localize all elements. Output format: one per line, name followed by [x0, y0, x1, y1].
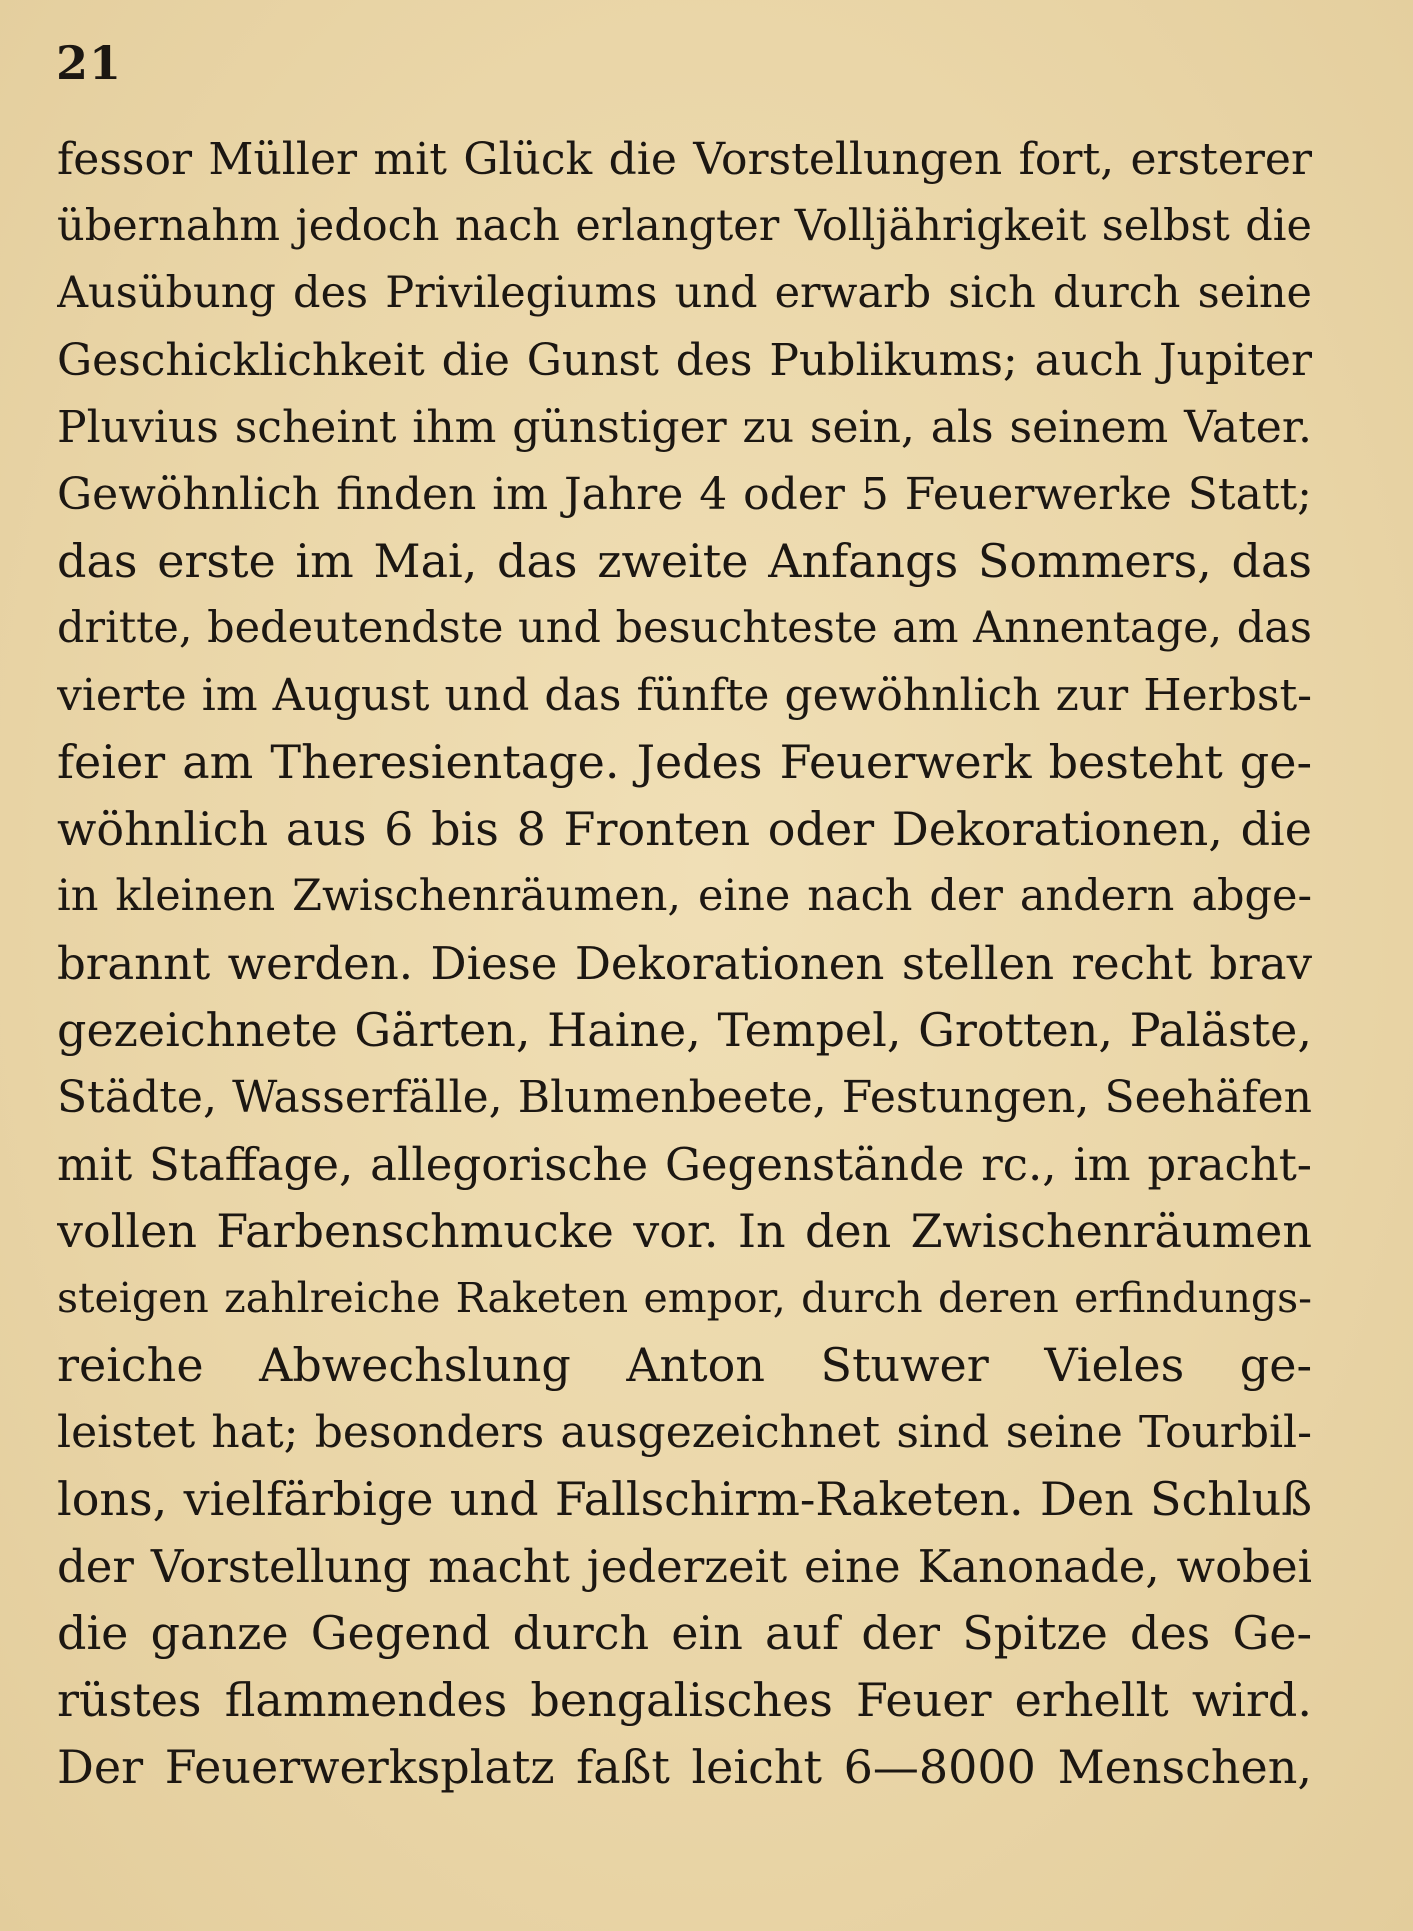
text-line: lons, vielfärbige und Fallschirm-Raketen. Den Schluß [57, 1472, 1312, 1526]
text-line: übernahm jedoch nach erlangter Volljährigkeit selbst die [57, 201, 1312, 251]
text-line: vierte im August und das fünfte gewöhnlich zur Herbst- [57, 670, 1312, 721]
text-line: der Vorstellung macht jederzeit eine Kanonade, wobei [57, 1540, 1312, 1593]
text-line: brannt werden. Diese Dekorationen stellen recht brav [57, 937, 1312, 990]
text-line: Der Feuerwerksplatz faßt leicht 6—8000 Menschen, [57, 1740, 1312, 1794]
text-line: reiche Abwechslung Anton Stuwer Vieles ge- [57, 1338, 1312, 1392]
text-line: steigen zahlreiche Raketen empor, durch deren erfindungs- [57, 1274, 1312, 1322]
text-line: das erste im Mai, das zweite Anfangs Sommers, das [57, 534, 1312, 588]
text-line: wöhnlich aus 6 bis 8 Fronten oder Dekorationen, die [57, 802, 1312, 856]
text-line: Städte, Wasserfälle, Blumenbeete, Festungen, Seehäfen [57, 1072, 1312, 1123]
text-line: die ganze Gegend durch ein auf der Spitze des Ge- [57, 1606, 1312, 1660]
text-line: Pluvius scheint ihm günstiger zu sein, als seinem Vater. [57, 402, 1312, 453]
page-number: 21 [56, 36, 123, 90]
text-line: vollen Farbenschmucke vor. In den Zwischenräumen [57, 1204, 1312, 1258]
text-line: dritte, bedeutendste und besuchteste am Annentage, das [57, 603, 1312, 653]
body-text [57, 126, 1312, 1801]
text-line: feier am Theresientage. Jedes Feuerwerk besteht ge- [57, 735, 1312, 789]
text-line: leistet hat; besonders ausgezeichnet sind seine Tourbil- [57, 1407, 1312, 1458]
text-line: rüstes flammendes bengalisches Feuer erhellt wird. [57, 1673, 1312, 1727]
text-line: in kleinen Zwischenräumen, eine nach der andern abge- [57, 871, 1312, 921]
text-line: mit Staffage, allegorische Gegenstände rc., im pracht- [57, 1138, 1312, 1191]
text-line: fessor Müller mit Glück die Vorstellungen fort, ersterer [57, 134, 1312, 185]
text-line: Ausübung des Privilegiums und erwarb sich durch seine [57, 268, 1312, 318]
text-line: gezeichnete Gärten, Haine, Tempel, Grotten, Paläste, [57, 1003, 1312, 1057]
text-line: Gewöhnlich finden im Jahre 4 oder 5 Feuerwerke Statt; [57, 469, 1312, 520]
text-line: Geschicklichkeit die Gunst des Publikums; auch Jupiter [57, 335, 1312, 386]
